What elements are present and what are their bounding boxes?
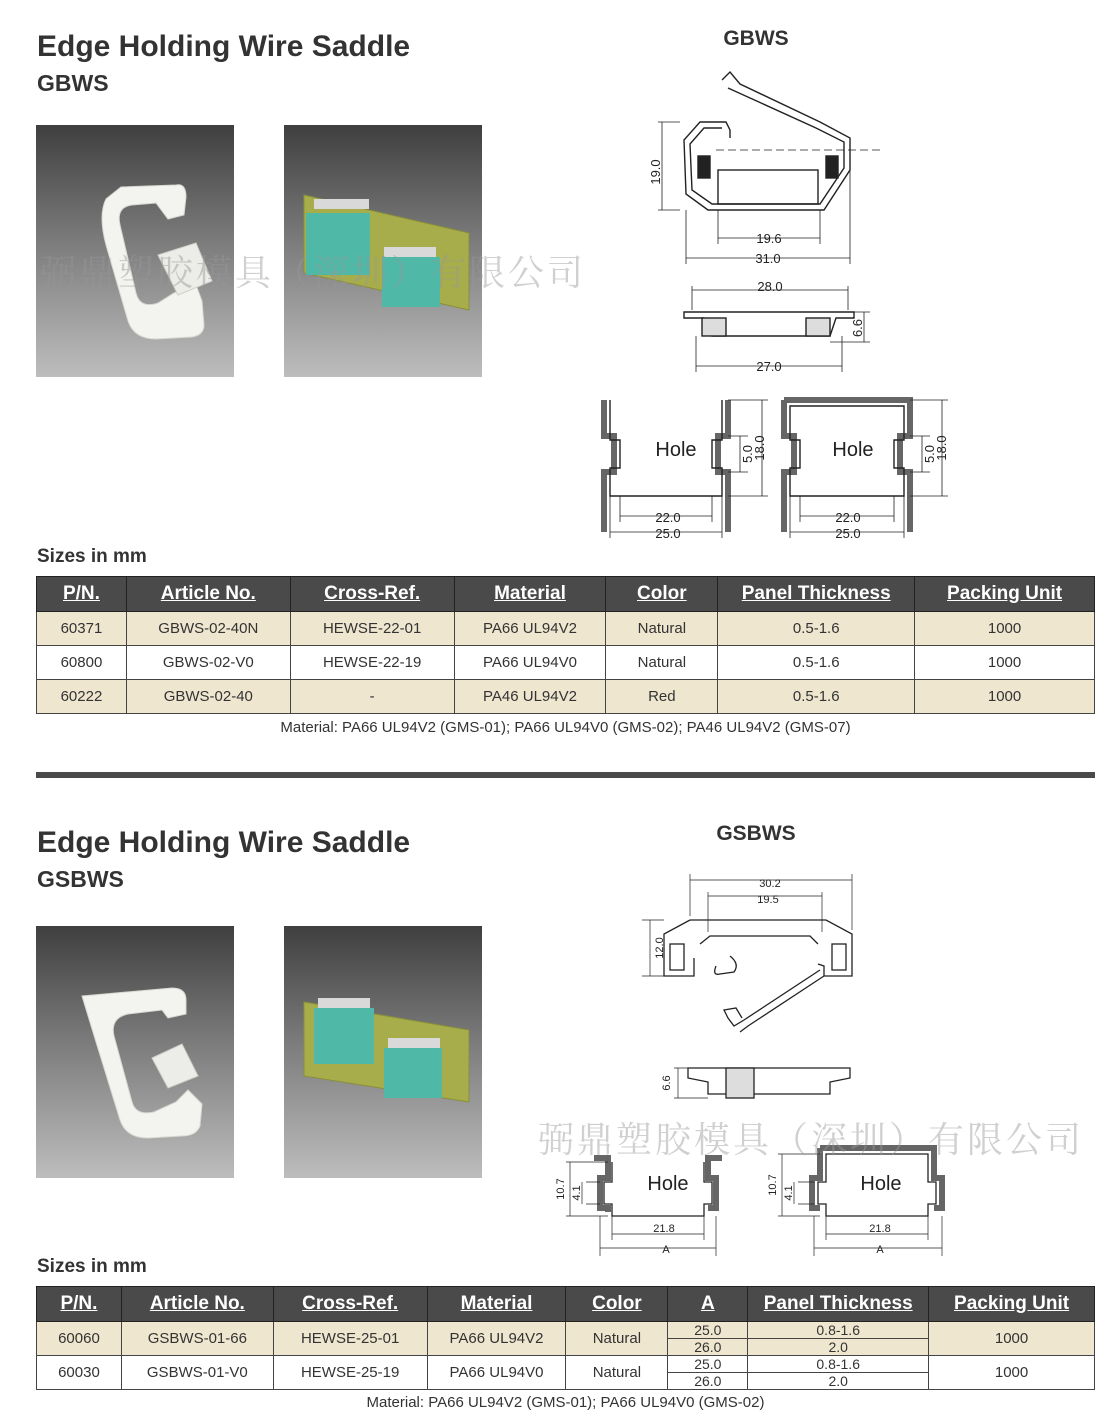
saddle-photo-2 xyxy=(36,926,234,1178)
cell-color: Natural xyxy=(566,1322,668,1356)
cell-material: PA66 UL94V2 xyxy=(454,612,606,646)
section2-sizes-label: Sizes in mm xyxy=(37,1256,147,1277)
dim-4-1-right: 4.1 xyxy=(783,1185,795,1201)
dim-21-8-left: 21.8 xyxy=(653,1223,675,1235)
gsbws-technical-drawing xyxy=(530,860,970,1260)
cell-thickness: 0.5-1.6 xyxy=(718,612,915,646)
col-a: A xyxy=(668,1287,748,1322)
cell-thickness-value: 2.0 xyxy=(748,1372,928,1389)
col-packing: Packing Unit xyxy=(915,577,1095,612)
col-article: Article No. xyxy=(126,577,290,612)
dim-5-right: 5.0 xyxy=(922,444,937,464)
gbws-technical-drawing xyxy=(580,60,960,550)
dim-10-7-right: 10.7 xyxy=(767,1174,779,1196)
dim-25-left: 25.0 xyxy=(655,526,681,541)
col-thickness: Panel Thickness xyxy=(748,1287,929,1322)
dim-22-right: 22.0 xyxy=(835,510,861,525)
cell-color: Natural xyxy=(606,646,718,680)
section2-material-note: Material: PA66 UL94V2 (GMS-01); PA66 UL94V0 (GMS-02) xyxy=(366,1394,765,1411)
cell-a xyxy=(668,1356,748,1390)
dim-6-6-b: 6.6 xyxy=(661,1075,673,1091)
cell-pn: 60060 xyxy=(37,1322,122,1356)
table-row xyxy=(37,612,1095,646)
cell-article: GBWS-02-40 xyxy=(126,680,290,714)
hole-label-2: Hole xyxy=(832,439,874,461)
cell-material: PA66 UL94V2 xyxy=(427,1322,566,1356)
cell-thickness: 0.5-1.6 xyxy=(718,680,915,714)
col-color: Color xyxy=(606,577,718,612)
dim-19-5: 19.5 xyxy=(757,894,779,906)
gbws-spec-table xyxy=(36,576,1095,714)
col-thickness: Panel Thickness xyxy=(718,577,915,612)
section1-title: Edge Holding Wire Saddle xyxy=(37,30,411,63)
cell-color: Natural xyxy=(606,612,718,646)
dim-6-6: 6.6 xyxy=(850,318,865,338)
col-pn: P/N. xyxy=(37,577,127,612)
table-row xyxy=(37,680,1095,714)
cell-color: Red xyxy=(606,680,718,714)
watermark-text: 弼鼎塑胶模具（深圳）有限公司 xyxy=(40,253,587,294)
watermark-text-2: 弼鼎塑胶模具（深圳）有限公司 xyxy=(538,1120,1085,1161)
dim-31: 31.0 xyxy=(755,251,781,266)
cell-material: PA66 UL94V0 xyxy=(427,1356,566,1390)
cell-a-value: 26.0 xyxy=(668,1338,747,1355)
cell-a-value: 25.0 xyxy=(694,1356,722,1372)
cell-packing: 1000 xyxy=(929,1356,1095,1390)
dim-22-left: 22.0 xyxy=(655,510,681,525)
section-divider xyxy=(36,772,1095,778)
cell-xref: HEWSE-25-01 xyxy=(273,1322,427,1356)
cell-article: GSBWS-01-V0 xyxy=(121,1356,273,1390)
cell-xref: HEWSE-25-19 xyxy=(273,1356,427,1390)
cell-pn: 60371 xyxy=(37,612,127,646)
dim-27: 27.0 xyxy=(756,359,782,374)
gsbws-spec-table xyxy=(36,1286,1095,1390)
cell-packing: 1000 xyxy=(915,646,1095,680)
cell-pn: 60800 xyxy=(37,646,127,680)
dim-19-6: 19.6 xyxy=(756,231,782,246)
dim-28: 28.0 xyxy=(757,279,783,294)
cell-thickness xyxy=(748,1322,929,1356)
dim-25-right: 25.0 xyxy=(835,526,861,541)
dim-10-7-left: 10.7 xyxy=(555,1178,567,1200)
dim-19: 19.0 xyxy=(648,159,663,185)
col-packing: Packing Unit xyxy=(929,1287,1095,1322)
cell-thickness-value: 2.0 xyxy=(748,1338,928,1355)
table-row xyxy=(37,1322,1095,1356)
dim-a-left: A xyxy=(662,1244,670,1256)
cell-xref: HEWSE-22-01 xyxy=(290,612,454,646)
col-xref: Cross-Ref. xyxy=(290,577,454,612)
cell-article: GBWS-02-V0 xyxy=(126,646,290,680)
section1-subtitle: GBWS xyxy=(37,70,109,96)
cell-pn: 60222 xyxy=(37,680,127,714)
cell-pn: 60030 xyxy=(37,1356,122,1390)
col-article: Article No. xyxy=(121,1287,273,1322)
cell-a-value: 26.0 xyxy=(668,1372,747,1389)
hole-label-3: Hole xyxy=(647,1173,689,1195)
table-row xyxy=(37,646,1095,680)
cell-color: Natural xyxy=(566,1356,668,1390)
section2-subtitle: GSBWS xyxy=(37,866,124,892)
cell-material: PA66 UL94V0 xyxy=(454,646,606,680)
section2-title: Edge Holding Wire Saddle xyxy=(37,826,411,859)
hole-label-1: Hole xyxy=(655,439,697,461)
cell-article: GSBWS-01-66 xyxy=(121,1322,273,1356)
dim-a-right: A xyxy=(876,1244,884,1256)
gsbws-diagram-title: GSBWS xyxy=(716,822,796,845)
cell-thickness xyxy=(748,1356,929,1390)
dim-30-2: 30.2 xyxy=(759,878,781,890)
cell-material: PA46 UL94V2 xyxy=(454,680,606,714)
dim-12: 12.0 xyxy=(654,937,666,959)
section1-material-note: Material: PA66 UL94V2 (GMS-01); PA66 UL94V0 (GMS-02); PA46 UL94V2 (GMS-07) xyxy=(280,719,851,736)
dim-4-1-left: 4.1 xyxy=(571,1185,583,1201)
dim-18-left: 18.0 xyxy=(752,435,767,461)
cell-thickness: 0.5-1.6 xyxy=(718,646,915,680)
cell-article: GBWS-02-40N xyxy=(126,612,290,646)
dim-18-right: 18.0 xyxy=(934,435,949,461)
cell-thickness-value: 0.8-1.6 xyxy=(816,1356,860,1372)
cell-packing: 1000 xyxy=(915,612,1095,646)
cell-thickness-value: 0.8-1.6 xyxy=(816,1322,860,1338)
cell-xref: HEWSE-22-19 xyxy=(290,646,454,680)
col-material: Material xyxy=(454,577,606,612)
col-color: Color xyxy=(566,1287,668,1322)
col-material: Material xyxy=(427,1287,566,1322)
cell-a xyxy=(668,1322,748,1356)
col-pn: P/N. xyxy=(37,1287,122,1322)
table-row xyxy=(37,1356,1095,1390)
hole-label-4: Hole xyxy=(860,1173,902,1195)
dim-5-left: 5.0 xyxy=(740,444,755,464)
installed-photo-2 xyxy=(284,926,482,1178)
cell-packing: 1000 xyxy=(929,1322,1095,1356)
cell-xref: - xyxy=(290,680,454,714)
dim-21-8-right: 21.8 xyxy=(869,1223,891,1235)
section1-sizes-label: Sizes in mm xyxy=(37,546,147,567)
cell-a-value: 25.0 xyxy=(694,1322,722,1338)
cell-packing: 1000 xyxy=(915,680,1095,714)
gbws-diagram-title: GBWS xyxy=(723,27,789,50)
col-xref: Cross-Ref. xyxy=(273,1287,427,1322)
